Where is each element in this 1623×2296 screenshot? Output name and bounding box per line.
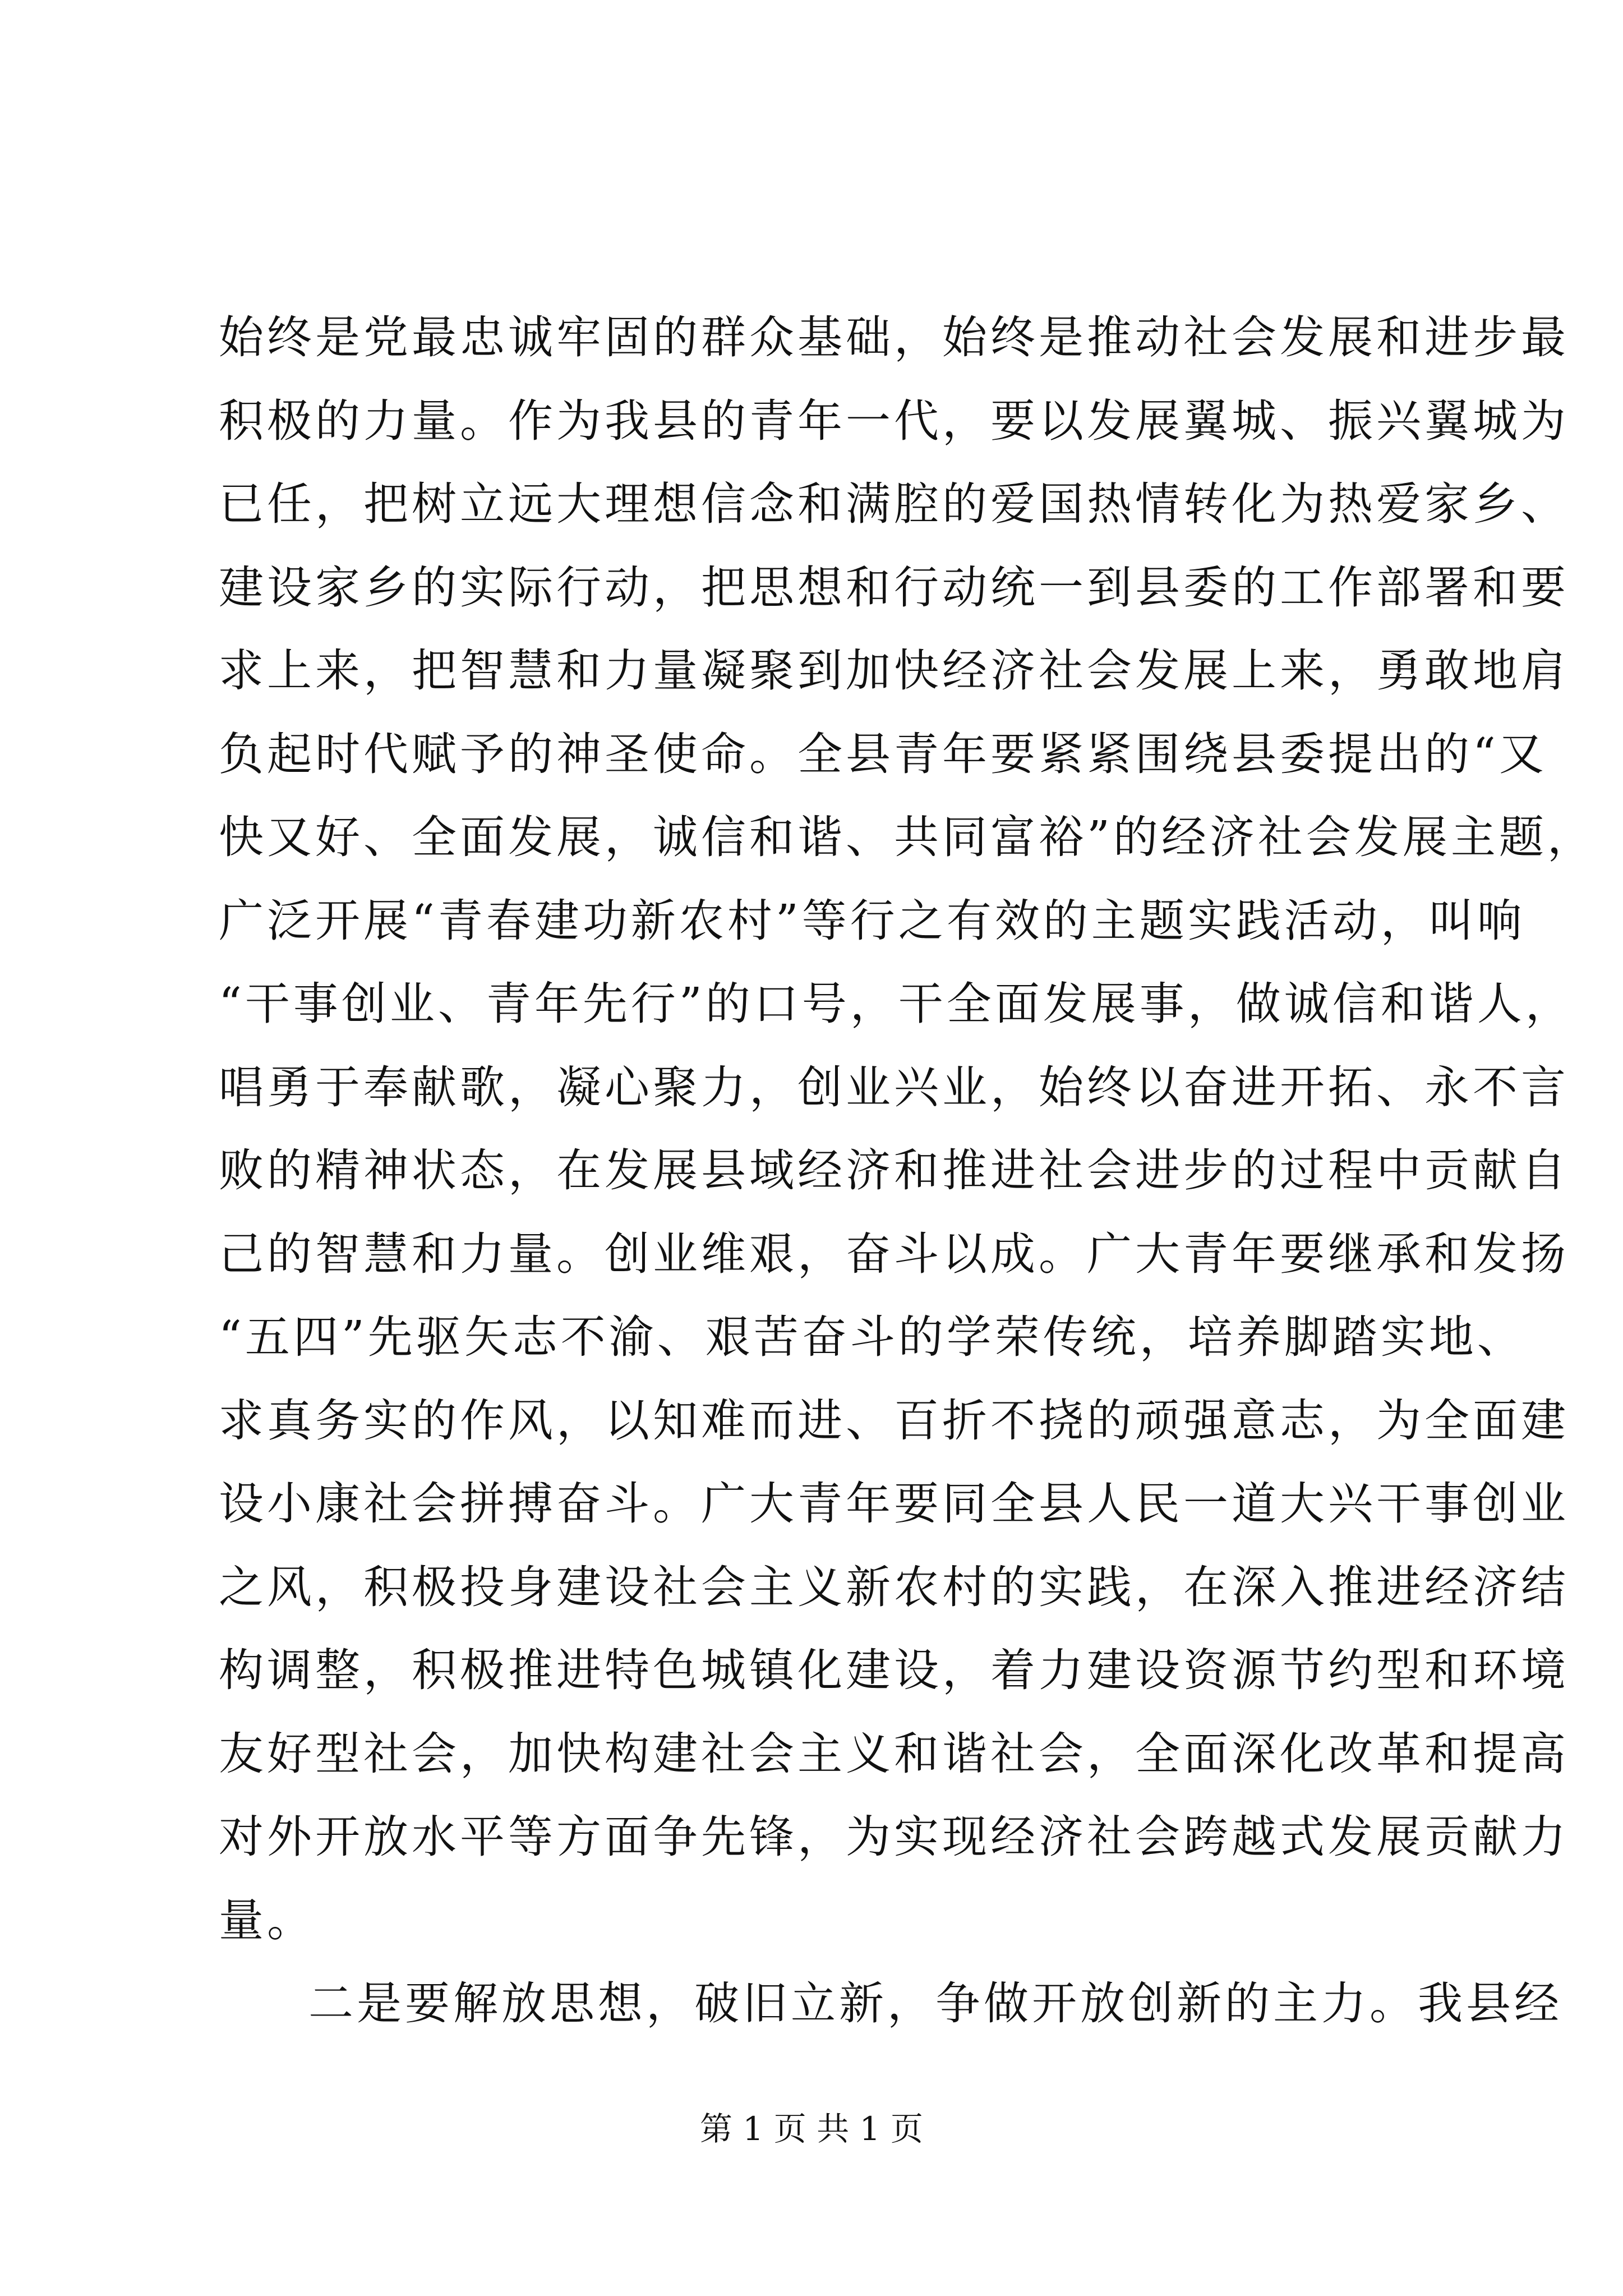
text-line: 之风，积极投身建设社会主义新农村的实践，在深入推进经济结 [219,1561,1569,1613]
text-line: 快又好、全面发展，诚信和谐、共同富裕”的经济社会发展主题， [219,811,1596,863]
text-line: 量。 [219,1894,315,1947]
text-line: 败的精神状态，在发展县域经济和推进社会进步的过程中贡献自 [219,1144,1569,1197]
text-line: 设小康社会拼搏奋斗。广大青年要同全县人民一道大兴干事创业 [219,1478,1569,1530]
text-line: 积极的力量。作为我县的青年一代，要以发展翼城、振兴翼城为 [219,394,1569,447]
page-footer: 第 1 页 共 1 页 [700,2110,923,2148]
text-line: 求真务实的作风，以知难而进、百折不挠的顽强意志，为全面建 [219,1394,1569,1447]
text-line: 唱勇于奉献歌，凝心聚力，创业兴业，始终以奋进开拓、永不言 [219,1061,1569,1114]
text-line: “干事创业、青年先行”的口号，干全面发展事，做诚信和谐人， [219,978,1574,1030]
text-line: 己的智慧和力量。创业维艰，奋斗以成。广大青年要继承和发扬 [219,1227,1569,1280]
body-text [219,296,1596,2046]
text-line: 求上来，把智慧和力量凝聚到加快经济社会发展上来，勇敢地肩 [219,645,1569,697]
text-line: 构调整，积极推进特色城镇化建设，着力建设资源节约型和环境 [219,1644,1569,1696]
text-line: 负起时代赋予的神圣使命。全县青年要紧紧围绕县委提出的“又 [219,728,1547,780]
text-line: 友好型社会，加快构建社会主义和谐社会，全面深化改革和提高 [219,1727,1569,1780]
text-line: 已任，把树立远大理想信念和满腔的爱国热情转化为热爱家乡、 [219,478,1569,530]
text-line: 广泛开展“青春建功新农村”等行之有效的主题实践活动，叫响 [219,894,1525,947]
paragraph-start-line: 二是要解放思想，破旧立新，争做开放创新的主力。我县经 [308,1977,1562,2030]
text-line: 对外开放水平等方面争先锋，为实现经济社会跨越式发展贡献力 [219,1811,1569,1863]
text-line: 建设家乡的实际行动，把思想和行动统一到县委的工作部署和要 [219,561,1569,614]
text-line: 始终是党最忠诚牢固的群众基础，始终是推动社会发展和进步最 [219,311,1569,364]
text-line: “五四”先驱矢志不渝、艰苦奋斗的学荣传统，培养脚踏实地、 [219,1311,1525,1363]
